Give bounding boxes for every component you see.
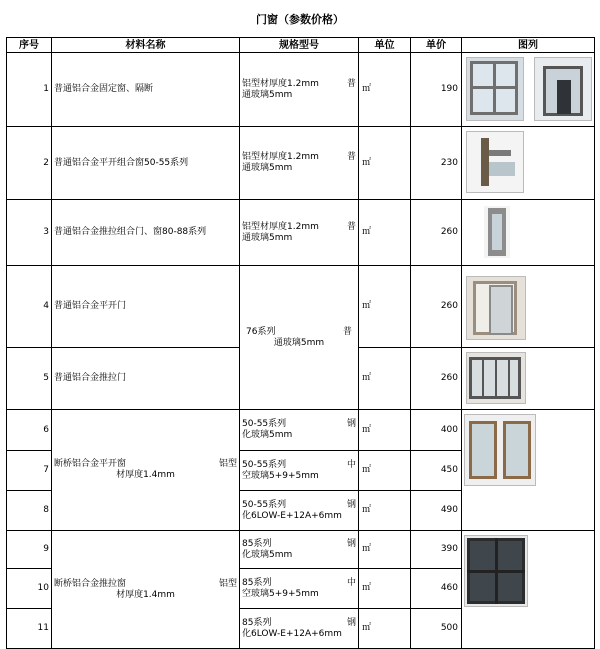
- row-no: 8: [7, 491, 52, 531]
- row-name: 普通铝合金平开门: [52, 266, 240, 348]
- row-price: 190: [411, 53, 462, 127]
- header-spec: 规格型号: [240, 38, 359, 53]
- row-unit: ㎡: [359, 410, 411, 451]
- row-no: 6: [7, 410, 52, 451]
- row-unit: ㎡: [359, 200, 411, 266]
- table-row: [7, 53, 595, 127]
- table-row: [7, 266, 595, 348]
- row-price: 450: [411, 451, 462, 491]
- header-no: 序号: [7, 38, 52, 53]
- casement-door-photo: [466, 276, 526, 340]
- row-price: 500: [411, 609, 462, 649]
- page-title: 门窗（参数价格）: [256, 13, 344, 26]
- row-image-cell: [462, 531, 595, 649]
- row-spec: 50-55系列 中 空玻璃5+9+5mm: [240, 451, 359, 491]
- row-spec: 铝型材厚度1.2mm 普 通玻璃5mm: [240, 200, 359, 266]
- row-unit: ㎡: [359, 127, 411, 200]
- row-name-merged: 断桥铝合金推拉窗 铝型 材厚度1.4mm: [52, 531, 240, 649]
- header-name: 材料名称: [52, 38, 240, 53]
- row-spec: 85系列 钢 化玻璃5mm: [240, 531, 359, 569]
- row-price: 260: [411, 266, 462, 348]
- row-no: 10: [7, 569, 52, 609]
- table-row: [7, 200, 595, 266]
- row-no: 9: [7, 531, 52, 569]
- row-price: 260: [411, 348, 462, 410]
- fixed-window-photo: [466, 57, 524, 121]
- row-no: 2: [7, 127, 52, 200]
- row-unit: ㎡: [359, 609, 411, 649]
- row-spec: 50-55系列 钢 化6LOW-E+12A+6mm: [240, 491, 359, 531]
- row-no: 11: [7, 609, 52, 649]
- row-spec: 50-55系列 钢 化玻璃5mm: [240, 410, 359, 451]
- row-price: 490: [411, 491, 462, 531]
- row-price: 260: [411, 200, 462, 266]
- row-no: 5: [7, 348, 52, 410]
- price-table: [6, 37, 595, 649]
- row-name: 普通铝合金平开组合窗50-55系列: [52, 127, 240, 200]
- row-spec: 铝型材厚度1.2mm 普 通玻璃5mm: [240, 127, 359, 200]
- row-unit: ㎡: [359, 348, 411, 410]
- row-unit: ㎡: [359, 569, 411, 609]
- row-image-cell: [462, 127, 595, 200]
- row-price: 230: [411, 127, 462, 200]
- row-no: 7: [7, 451, 52, 491]
- row-no: 1: [7, 53, 52, 127]
- row-price: 460: [411, 569, 462, 609]
- sliding-door-photo: [466, 352, 526, 404]
- row-spec: 85系列 钢 化6LOW-E+12A+6mm: [240, 609, 359, 649]
- row-unit: ㎡: [359, 266, 411, 348]
- row-spec: 85系列 中 空玻璃5+9+5mm: [240, 569, 359, 609]
- row-image-cell: [462, 348, 595, 410]
- row-image-cell: [462, 410, 595, 531]
- profile-section-photo: [466, 131, 524, 193]
- partition-photo: [534, 57, 592, 121]
- table-row: [7, 531, 595, 569]
- row-name: 普通铝合金推拉门: [52, 348, 240, 410]
- header-unit: 单位: [359, 38, 411, 53]
- table-row: [7, 127, 595, 200]
- row-name: 普通铝合金固定窗、隔断: [52, 53, 240, 127]
- row-no: 4: [7, 266, 52, 348]
- row-spec-merged: 76系列 普 通玻璃5mm: [240, 266, 359, 410]
- row-unit: ㎡: [359, 531, 411, 569]
- row-no: 3: [7, 200, 52, 266]
- row-name-merged: 断桥铝合金平开窗 铝型 材厚度1.4mm: [52, 410, 240, 531]
- row-image-cell: [462, 53, 595, 127]
- row-price: 400: [411, 410, 462, 451]
- row-unit: ㎡: [359, 451, 411, 491]
- row-price: 390: [411, 531, 462, 569]
- table-header-row: [7, 38, 595, 53]
- row-image-cell: [462, 266, 595, 348]
- table-row: [7, 410, 595, 451]
- row-name: 普通铝合金推拉组合门、窗80-88系列: [52, 200, 240, 266]
- row-unit: ㎡: [359, 491, 411, 531]
- sliding-profile-photo: [484, 206, 510, 258]
- thermal-casement-photo: [464, 414, 536, 486]
- thermal-sliding-photo: [464, 535, 528, 607]
- header-price: 单价: [411, 38, 462, 53]
- header-image: 图列: [462, 38, 595, 53]
- row-spec: 铝型材厚度1.2mm 普 通玻璃5mm: [240, 53, 359, 127]
- row-image-cell: [462, 200, 595, 266]
- row-unit: ㎡: [359, 53, 411, 127]
